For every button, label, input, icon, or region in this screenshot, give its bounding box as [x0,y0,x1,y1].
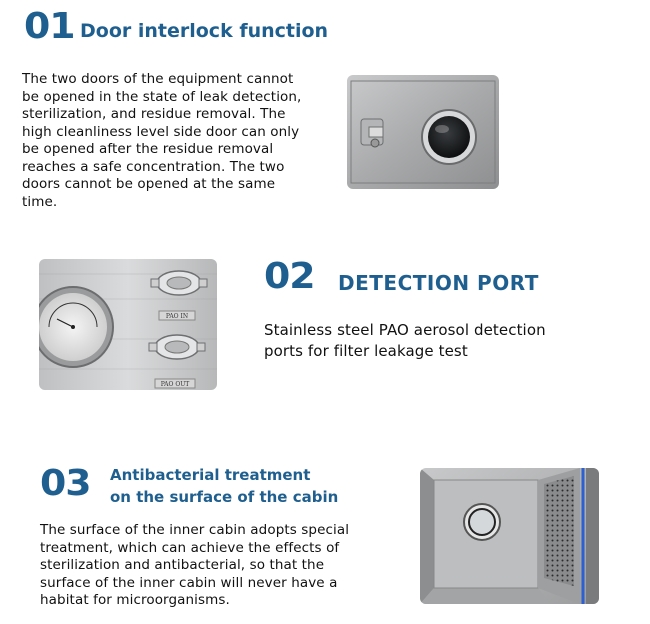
body-line: be opened after the residue removal [22,141,274,157]
body-line: The two doors of the equipment cannot [22,71,294,87]
section-body-03 [40,522,410,610]
body-line: ports for filter leakage test [264,342,468,360]
body-line: The surface of the inner cabin adopts special [40,522,350,538]
section-number-03: 03 [40,463,91,504]
body-line: time. [22,193,58,210]
section-title-02: DETECTION PORT [338,271,539,295]
section-body-01 [22,71,322,211]
section-body-02 [264,320,604,362]
body-line: reaches a safe concentration. The two [22,158,285,175]
body-line: doors cannot be opened at the same [22,176,276,192]
section-number-01: 01 [24,6,75,47]
port-in-label: PAO IN [165,313,189,320]
section-number-02: 02 [264,256,315,297]
detection-port-photo [39,259,217,390]
body-line: sterilization, and residue removal. The [22,106,286,122]
port-out-label: PAO OUT [160,381,190,388]
body-line: habitat for microorganisms. [40,592,230,608]
body-line: high cleanliness level side door can only [22,123,300,140]
body-line: Stainless steel PAO aerosol detection [264,321,546,339]
section-title-line: Antibacterial treatment [110,466,311,484]
section-title-line: on the surface of the cabin [110,488,339,506]
body-line: treatment, which can achieve the effects of [40,539,340,556]
section-title-01: Door interlock function [80,20,329,42]
body-line: sterilization and antibacterial, so that the [40,557,325,573]
body-line: surface of the inner cabin will never have a [40,574,338,591]
inner-cabin-photo [420,468,599,604]
section-title-03 [110,464,338,508]
body-line: be opened in the state of leak detection, [22,88,302,105]
door-interlock-photo [347,75,499,189]
